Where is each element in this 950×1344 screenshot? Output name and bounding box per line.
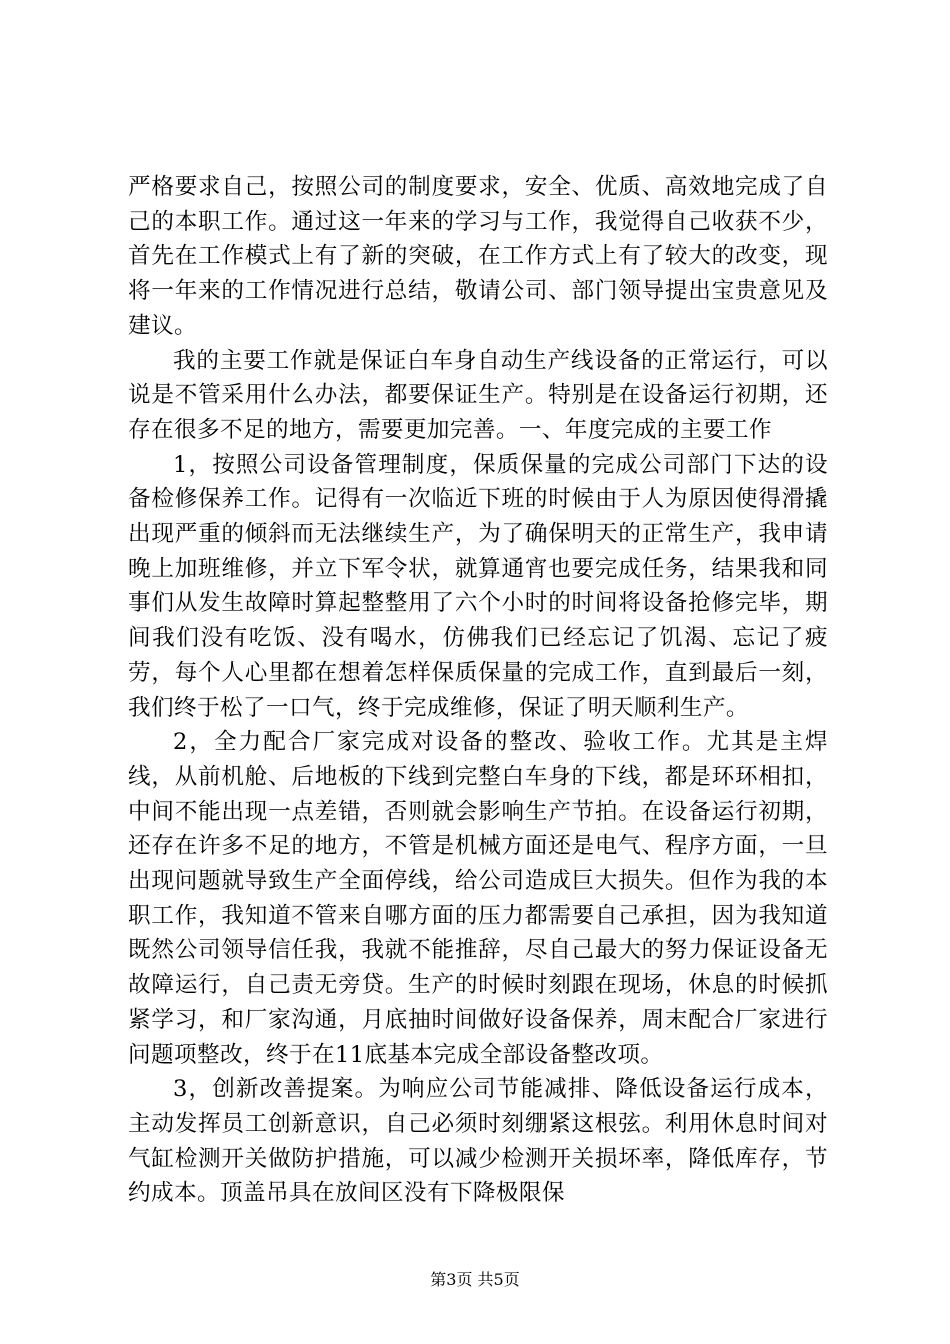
paragraph-1: 严格要求自己，按照公司的制度要求，安全、优质、高效地完成了自己的本职工作。通过这一年来的学习与工作，我觉得自己收获不少，首先在工作模式上有了新的突破，在工作方式上有了较大的改变，现将一年来的工作情况进行总结，敬请公司、部门领导提出宝贵意见及建议。: [128, 174, 828, 339]
paragraph-5: 3，创新改善提案。为响应公司节能减排、降低设备运行成本，主动发挥员工创新意识，自己必须时刻绷紧这根弦。利用休息时间对气缸检测开关做防护措施，可以减少检测开关损坏率，降低库存，节约成本。顶盖吊具在放间区没有下降极限保: [128, 1076, 828, 1207]
paragraph-4: 2，全力配合厂家完成对设备的整改、验收工作。尤其是主焊线，从前机舱、后地板的下线到完整白车身的下线，都是环环相扣，中间不能出现一点差错，否则就会影响生产节拍。在设备运行初期，还存在许多不足的地方，不管是机械方面还是电气、程序方面，一旦出现问题就导致生产全面停线，给公司造成巨大损失。但作为我的本职工作，我知道不管来自哪方面的压力都需要自己承担，因为我知道既然公司领导信任我，我就不能推辞，尽自己最大的努力保证设备无故障运行，自己责无旁贷。生产的时候时刻跟在现场，休息的时候抓紧学习，和厂家沟通，月底抽时间做好设备保养，周末配合厂家进行问题项整改，终于在11底基本完成全部设备整改项。: [128, 729, 828, 1068]
paragraph-3: 1，按照公司设备管理制度，保质保量的完成公司部门下达的设备检修保养工作。记得有一次临近下班的时候由于人为原因使得滑撬出现严重的倾斜而无法继续生产，为了确保明天的正常生产，我申请晚上加班维修，并立下军令状，就算通宵也要完成任务，结果我和同事们从发生故障时算起整整用了六个小时的时间将设备抢修完毕，期间我们没有吃饭、没有喝水，仿佛我们已经忘记了饥渴、忘记了疲劳，每个人心里都在想着怎样保质保量的完成工作，直到最后一刻，我们终于松了一口气，终于完成维修，保证了明天顺利生产。: [128, 451, 828, 721]
page-footer: [0, 1270, 950, 1290]
page-number-label: 第3页 共5页: [430, 1270, 520, 1289]
paragraph-2: 我的主要工作就是保证白车身自动生产线设备的正常运行，可以说是不管采用什么办法，都要保证生产。特别是在设备运行初期，还存在很多不足的地方，需要更加完善。一、年度完成的主要工作: [128, 347, 828, 443]
document-body: [128, 170, 828, 1211]
